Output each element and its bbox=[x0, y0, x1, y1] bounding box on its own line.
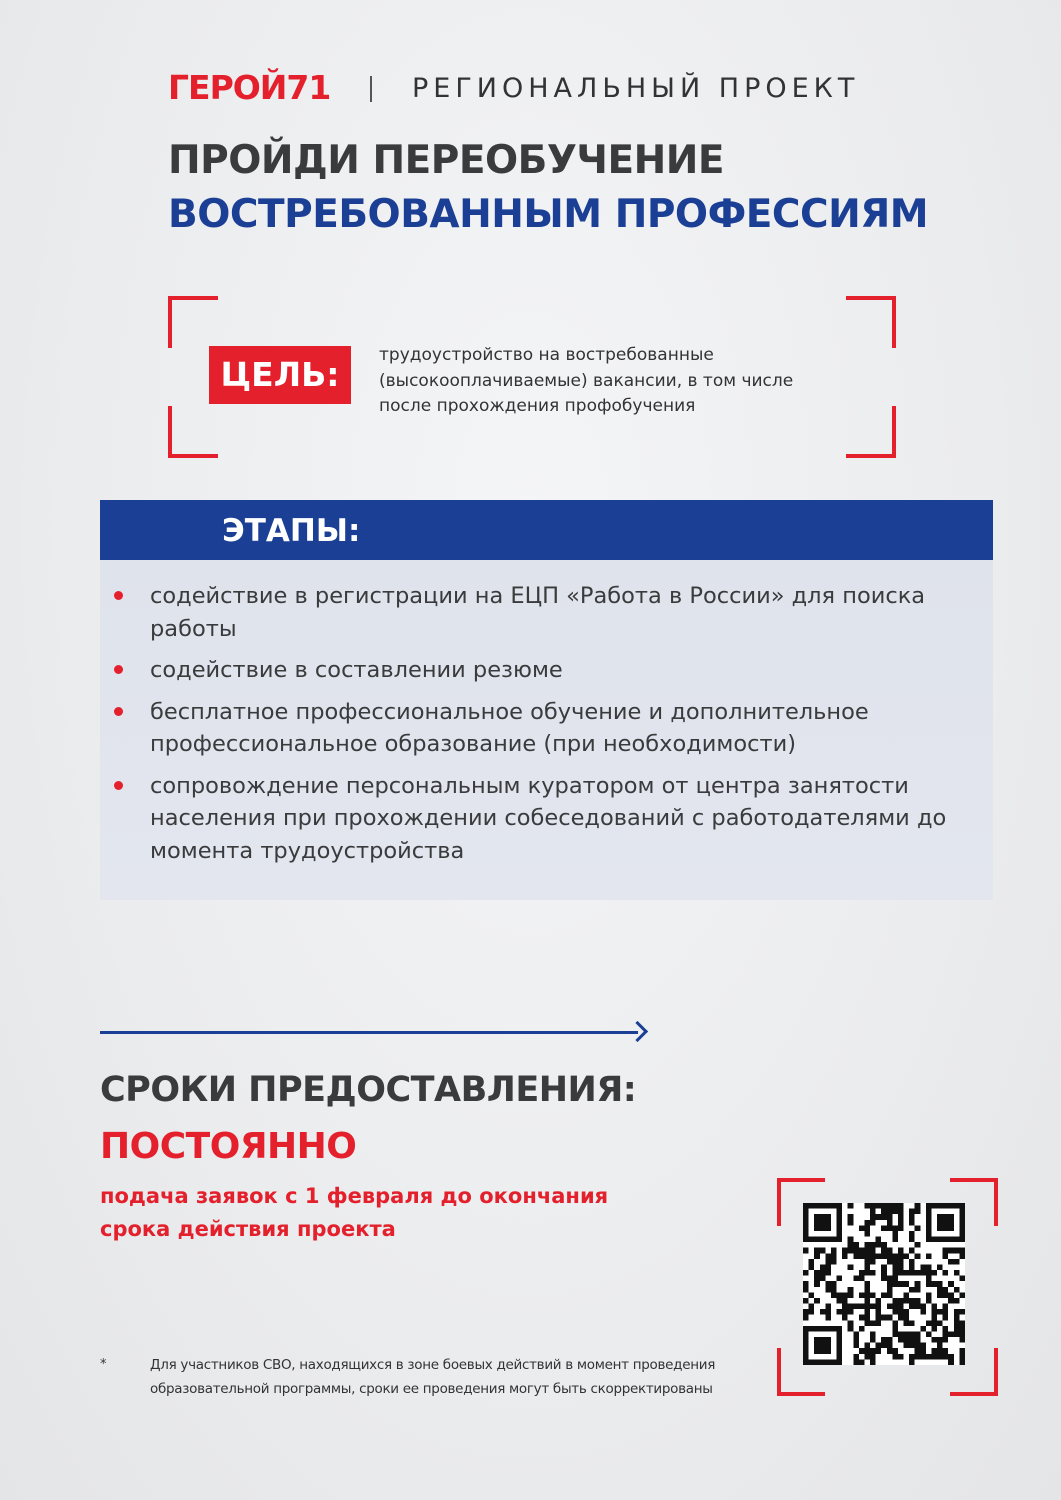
footnote-line: Для участников СВО, находящихся в зоне боевых действий в момент проведения bbox=[150, 1357, 716, 1373]
list-item bbox=[100, 654, 993, 687]
frame-corner-top-left bbox=[168, 296, 218, 348]
bullet-icon bbox=[114, 665, 123, 674]
goal-text-line: трудоустройство на востребованные bbox=[379, 345, 714, 365]
terms-value: ПОСТОЯННО bbox=[100, 1126, 357, 1167]
frame-corner-bottom-right bbox=[846, 406, 896, 458]
stages-title: ЭТАПЫ: bbox=[222, 513, 361, 549]
terms-title: СРОКИ ПРЕДОСТАВЛЕНИЯ: bbox=[100, 1070, 637, 1110]
list-item-text: содействие в регистрации на ЕЦП «Работа в России» для поиска работы bbox=[150, 583, 926, 642]
list-item bbox=[100, 696, 993, 761]
frame-corner-bottom-left bbox=[168, 406, 218, 458]
list-item bbox=[100, 770, 993, 868]
footnote-text bbox=[150, 1353, 770, 1401]
bullet-icon bbox=[114, 781, 123, 790]
list-item bbox=[100, 580, 993, 645]
page-title-line-1: ПРОЙДИ ПЕРЕОБУЧЕНИЕ bbox=[168, 138, 724, 183]
qr-code-icon[interactable] bbox=[803, 1203, 965, 1365]
list-item-text: содействие в составлении резюме bbox=[150, 657, 563, 683]
frame-corner-top-right bbox=[846, 296, 896, 348]
arrow-right-icon bbox=[100, 1031, 638, 1034]
footnote-marker: * bbox=[100, 1357, 107, 1372]
list-item-text: сопровождение персональным куратором от центра занятости населения при прохождении собеседований с работодателями до момента трудоустройства bbox=[150, 772, 947, 864]
goal-text bbox=[379, 343, 839, 420]
goal-label: ЦЕЛЬ: bbox=[209, 346, 351, 404]
goal-text-line: после прохождения профобучения bbox=[379, 396, 696, 416]
goal-text-line: (высокооплачиваемые) вакансии, в том числе bbox=[379, 370, 794, 391]
stages-list bbox=[100, 580, 993, 876]
header-subtitle: РЕГИОНАЛЬНЫЙ ПРОЕКТ bbox=[412, 73, 860, 104]
bullet-icon bbox=[114, 707, 123, 716]
arrow-head-icon bbox=[627, 1021, 648, 1042]
header-divider bbox=[370, 76, 372, 102]
terms-note bbox=[100, 1180, 660, 1246]
terms-note-line: срока действия проекта bbox=[100, 1217, 396, 1241]
bullet-icon bbox=[114, 591, 123, 600]
footnote-line: образовательной программы, сроки ее проведения могут быть скорректированы bbox=[150, 1381, 713, 1397]
terms-note-line: подача заявок с 1 февраля до окончания bbox=[100, 1184, 609, 1208]
brand-logo: ГЕРОЙ71 bbox=[168, 68, 331, 107]
list-item-text: бесплатное профессиональное обучение и дополнительное профессиональное образование (при необходимости) bbox=[150, 698, 869, 757]
page-title-line-2: ВОСТРЕБОВАННЫМ ПРОФЕССИЯМ bbox=[168, 192, 929, 237]
